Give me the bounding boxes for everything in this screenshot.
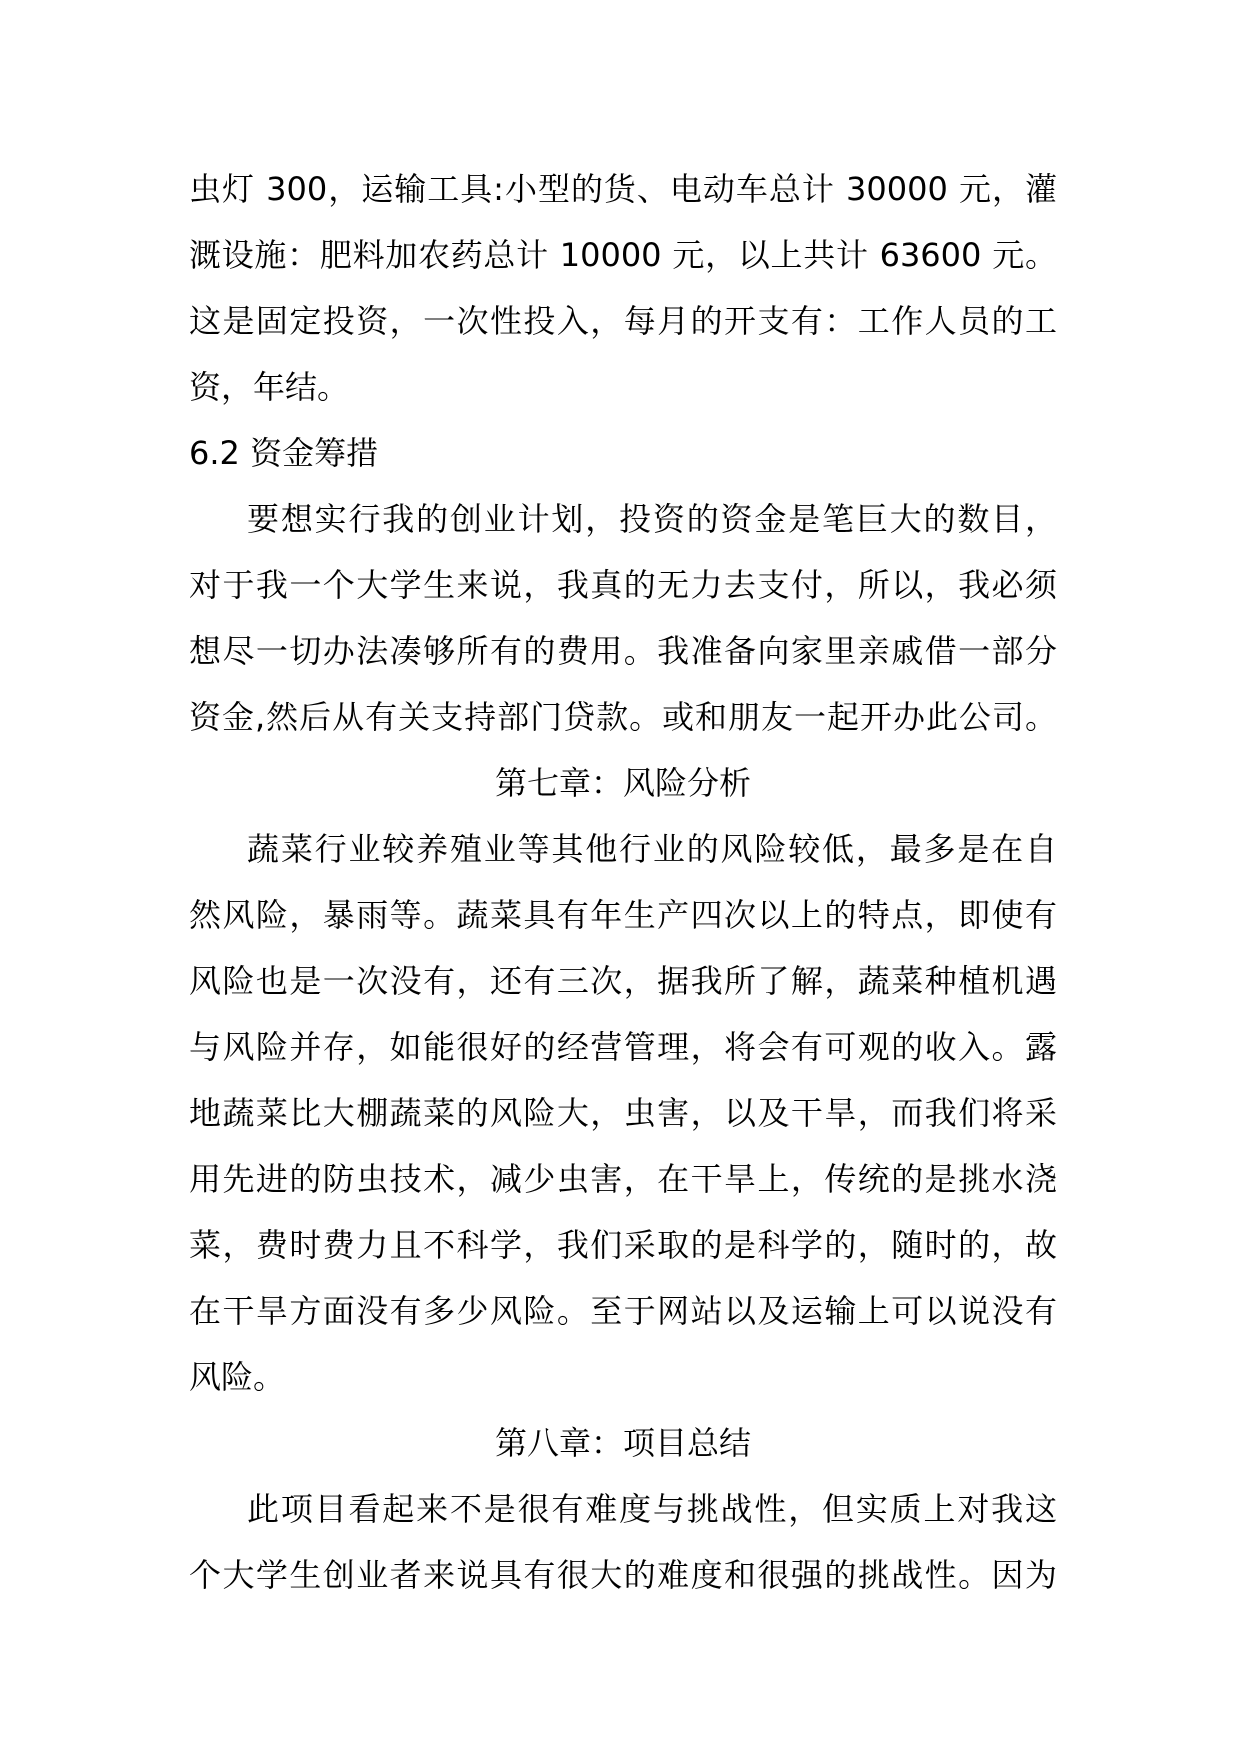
text-line: 资，年结。 (189, 368, 350, 406)
text-line: 地蔬菜比大棚蔬菜的风险大，虫害，以及干旱，而我们将采 (189, 1094, 1057, 1132)
text-line: 蔬菜行业较养殖业等其他行业的风险较低，最多是在自 (247, 830, 1057, 868)
text-line: 菜，费时费力且不科学，我们采取的是科学的，随时的，故 (189, 1226, 1057, 1264)
text-line: 资金,然后从有关支持部门贷款。或和朋友一起开办此公司。 (189, 698, 1057, 736)
continuation-paragraph (189, 156, 1057, 420)
text-line: 在干旱方面没有多少风险。至于网站以及运输上可以说没有 (189, 1292, 1057, 1330)
text-line: 此项目看起来不是很有难度与挑战性，但实质上对我这 (247, 1490, 1057, 1528)
text-line: 个大学生创业者来说具有很大的难度和很强的挑战性。因为 (189, 1556, 1057, 1594)
text-line: 然风险，暴雨等。蔬菜具有年生产四次以上的特点，即使有 (189, 896, 1057, 934)
chapter-8-paragraph (189, 1476, 1057, 1608)
text-line: 对于我一个大学生来说，我真的无力去支付，所以，我必须 (189, 566, 1057, 604)
chapter-7-title: 第七章：风险分析 (494, 764, 751, 802)
text-line: 用先进的防虫技术，减少虫害，在干旱上，传统的是挑水浇 (189, 1160, 1057, 1198)
chapter-8-title: 第八章：项目总结 (494, 1424, 751, 1462)
text-line: 要想实行我的创业计划，投资的资金是笔巨大的数目， (247, 500, 1057, 538)
text-line: 风险。 (189, 1358, 286, 1396)
text-line: 与风险并存，如能很好的经营管理，将会有可观的收入。露 (189, 1028, 1057, 1066)
text-line: 虫灯 300，运输工具:小型的货、电动车总计 30000 元，灌 (189, 170, 1057, 208)
text-line: 这是固定投资，一次性投入，每月的开支有：工作人员的工 (189, 302, 1057, 340)
section-6-2-paragraph (189, 486, 1057, 750)
chapter-7-paragraph (189, 816, 1057, 1410)
text-line: 风险也是一次没有，还有三次，据我所了解，蔬菜种植机遇 (189, 962, 1057, 1000)
section-heading-6-2: 6.2 资金筹措 (189, 434, 379, 472)
document-page (189, 156, 1057, 1608)
text-line: 想尽一切办法凑够所有的费用。我准备向家里亲戚借一部分 (189, 632, 1057, 670)
text-line: 溉设施：肥料加农药总计 10000 元，以上共计 63600 元。 (189, 236, 1057, 274)
